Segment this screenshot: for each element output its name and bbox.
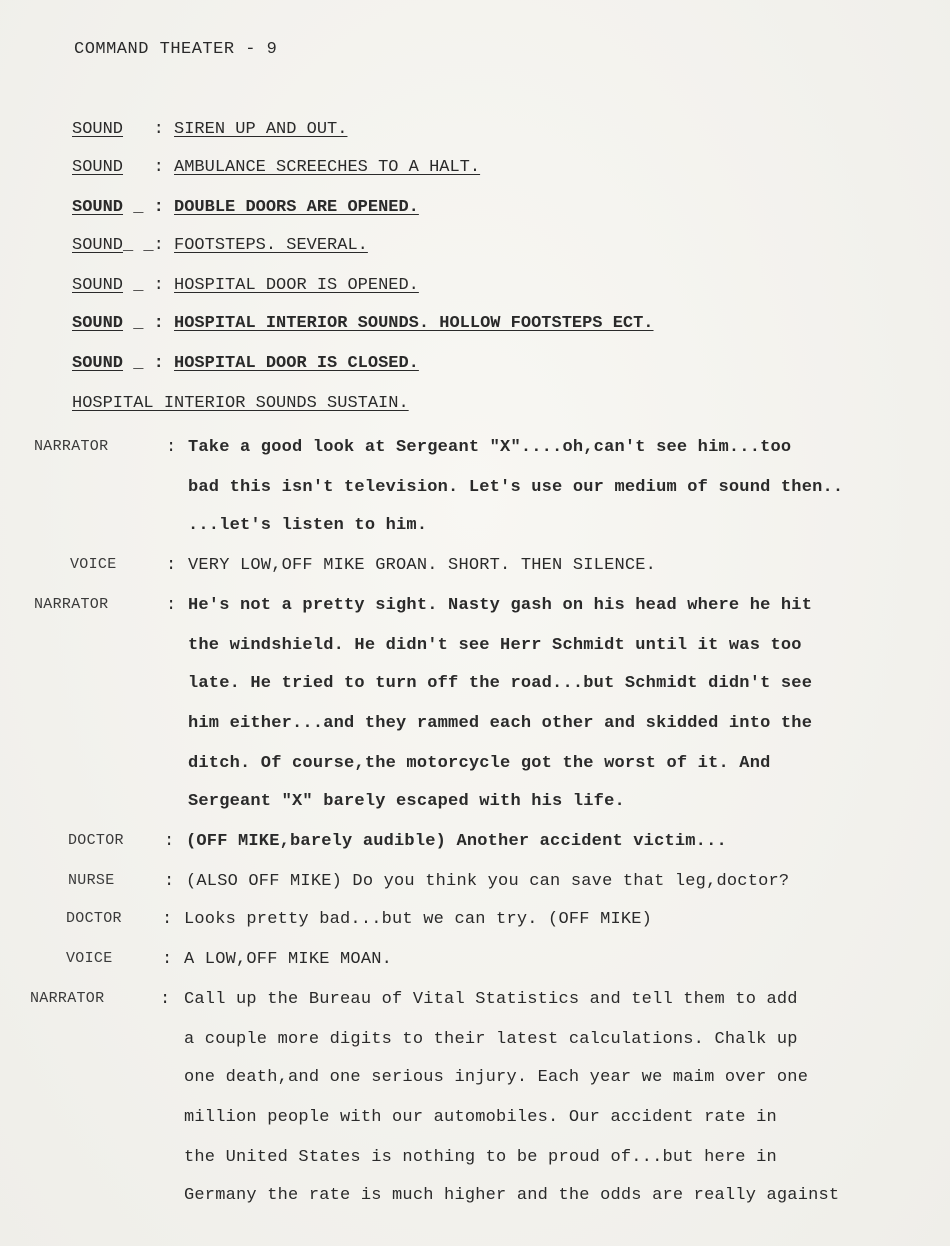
dialogue-line: (OFF MIKE,barely audible) Another accident victim... xyxy=(186,832,727,851)
cue-text: HOSPITAL DOOR IS CLOSED. xyxy=(174,354,419,373)
dialogue-line: Germany the rate is much higher and the odds are really against xyxy=(184,1186,840,1205)
cue-separator: : xyxy=(123,120,175,139)
cue-separator: _ : xyxy=(123,198,175,217)
role-colon: : xyxy=(164,832,175,851)
role-narrator: NARRATOR xyxy=(34,438,109,455)
dialogue-line: He's not a pretty sight. Nasty gash on his head where he hit xyxy=(188,596,813,615)
role-doctor: DOCTOR xyxy=(68,832,124,849)
sound-cue xyxy=(72,276,419,295)
dialogue-line: one death,and one serious injury. Each year we maim over one xyxy=(184,1068,809,1087)
dialogue-line: Looks pretty bad...but we can try. (OFF MIKE) xyxy=(184,910,653,929)
sound-cue xyxy=(72,120,347,139)
sustain-cue: HOSPITAL INTERIOR SOUNDS SUSTAIN. xyxy=(72,394,409,413)
cue-text: FOOTSTEPS. SEVERAL. xyxy=(174,236,368,255)
role-colon: : xyxy=(164,872,175,891)
dialogue-line: ...let's listen to him. xyxy=(188,516,428,535)
cue-text: AMBULANCE SCREECHES TO A HALT. xyxy=(174,158,481,177)
cue-text: HOSPITAL DOOR IS OPENED. xyxy=(174,276,419,295)
dialogue-line: him either...and they rammed each other and skidded into the xyxy=(188,714,813,733)
dialogue-line: the windshield. He didn't see Herr Schmidt until it was too xyxy=(188,636,802,655)
dialogue-line: ditch. Of course,the motorcycle got the worst of it. And xyxy=(188,754,771,773)
dialogue-line: million people with our automobiles. Our accident rate in xyxy=(184,1108,777,1127)
cue-label: SOUND xyxy=(72,120,124,139)
cue-label: SOUND xyxy=(72,198,124,217)
role-colon: : xyxy=(162,910,173,929)
cue-separator: _ : xyxy=(123,354,175,373)
cue-separator: : xyxy=(123,158,175,177)
role-colon: : xyxy=(166,556,177,575)
cue-label: SOUND xyxy=(72,236,124,255)
role-nurse: NURSE xyxy=(68,872,115,889)
dialogue-line: the United States is nothing to be proud of...but here in xyxy=(184,1148,777,1167)
role-voice: VOICE xyxy=(66,950,113,967)
cue-label: SOUND xyxy=(72,314,124,333)
cue-text: DOUBLE DOORS ARE OPENED. xyxy=(174,198,419,217)
dialogue-line: Sergeant "X" barely escaped with his life. xyxy=(188,792,625,811)
sound-cue xyxy=(72,314,654,333)
dialogue-line: (ALSO OFF MIKE) Do you think you can save that leg,doctor? xyxy=(186,872,790,891)
cue-text: HOSPITAL INTERIOR SOUNDS. HOLLOW FOOTSTEPS ECT. xyxy=(174,314,654,333)
sound-cue xyxy=(72,158,480,177)
dialogue-line: Call up the Bureau of Vital Statistics and tell them to add xyxy=(184,990,798,1009)
role-doctor: DOCTOR xyxy=(66,910,122,927)
role-colon: : xyxy=(162,950,173,969)
role-narrator: NARRATOR xyxy=(34,596,109,613)
sound-cue xyxy=(72,354,419,373)
dialogue-line: late. He tried to turn off the road...but Schmidt didn't see xyxy=(188,674,813,693)
role-colon: : xyxy=(166,438,177,457)
role-colon: : xyxy=(160,990,171,1009)
dialogue-line: a couple more digits to their latest calculations. Chalk up xyxy=(184,1030,798,1049)
cue-separator: _ : xyxy=(123,276,175,295)
role-narrator: NARRATOR xyxy=(30,990,105,1007)
role-colon: : xyxy=(166,596,177,615)
dialogue-line: A LOW,OFF MIKE MOAN. xyxy=(184,950,393,969)
cue-label: SOUND xyxy=(72,354,124,373)
cue-separator: _ _: xyxy=(123,236,175,255)
sound-cue xyxy=(72,236,368,255)
role-voice: VOICE xyxy=(70,556,117,573)
cue-text: SIREN UP AND OUT. xyxy=(174,120,348,139)
cue-label: SOUND xyxy=(72,276,124,295)
sound-cue xyxy=(72,198,419,217)
page-header: COMMAND THEATER - 9 xyxy=(74,40,278,59)
dialogue-line: bad this isn't television. Let's use our medium of sound then.. xyxy=(188,478,844,497)
cue-separator: _ : xyxy=(123,314,175,333)
cue-label: SOUND xyxy=(72,158,124,177)
dialogue-line: VERY LOW,OFF MIKE GROAN. SHORT. THEN SILENCE. xyxy=(188,556,657,575)
dialogue-line: Take a good look at Sergeant "X"....oh,can't see him...too xyxy=(188,438,792,457)
